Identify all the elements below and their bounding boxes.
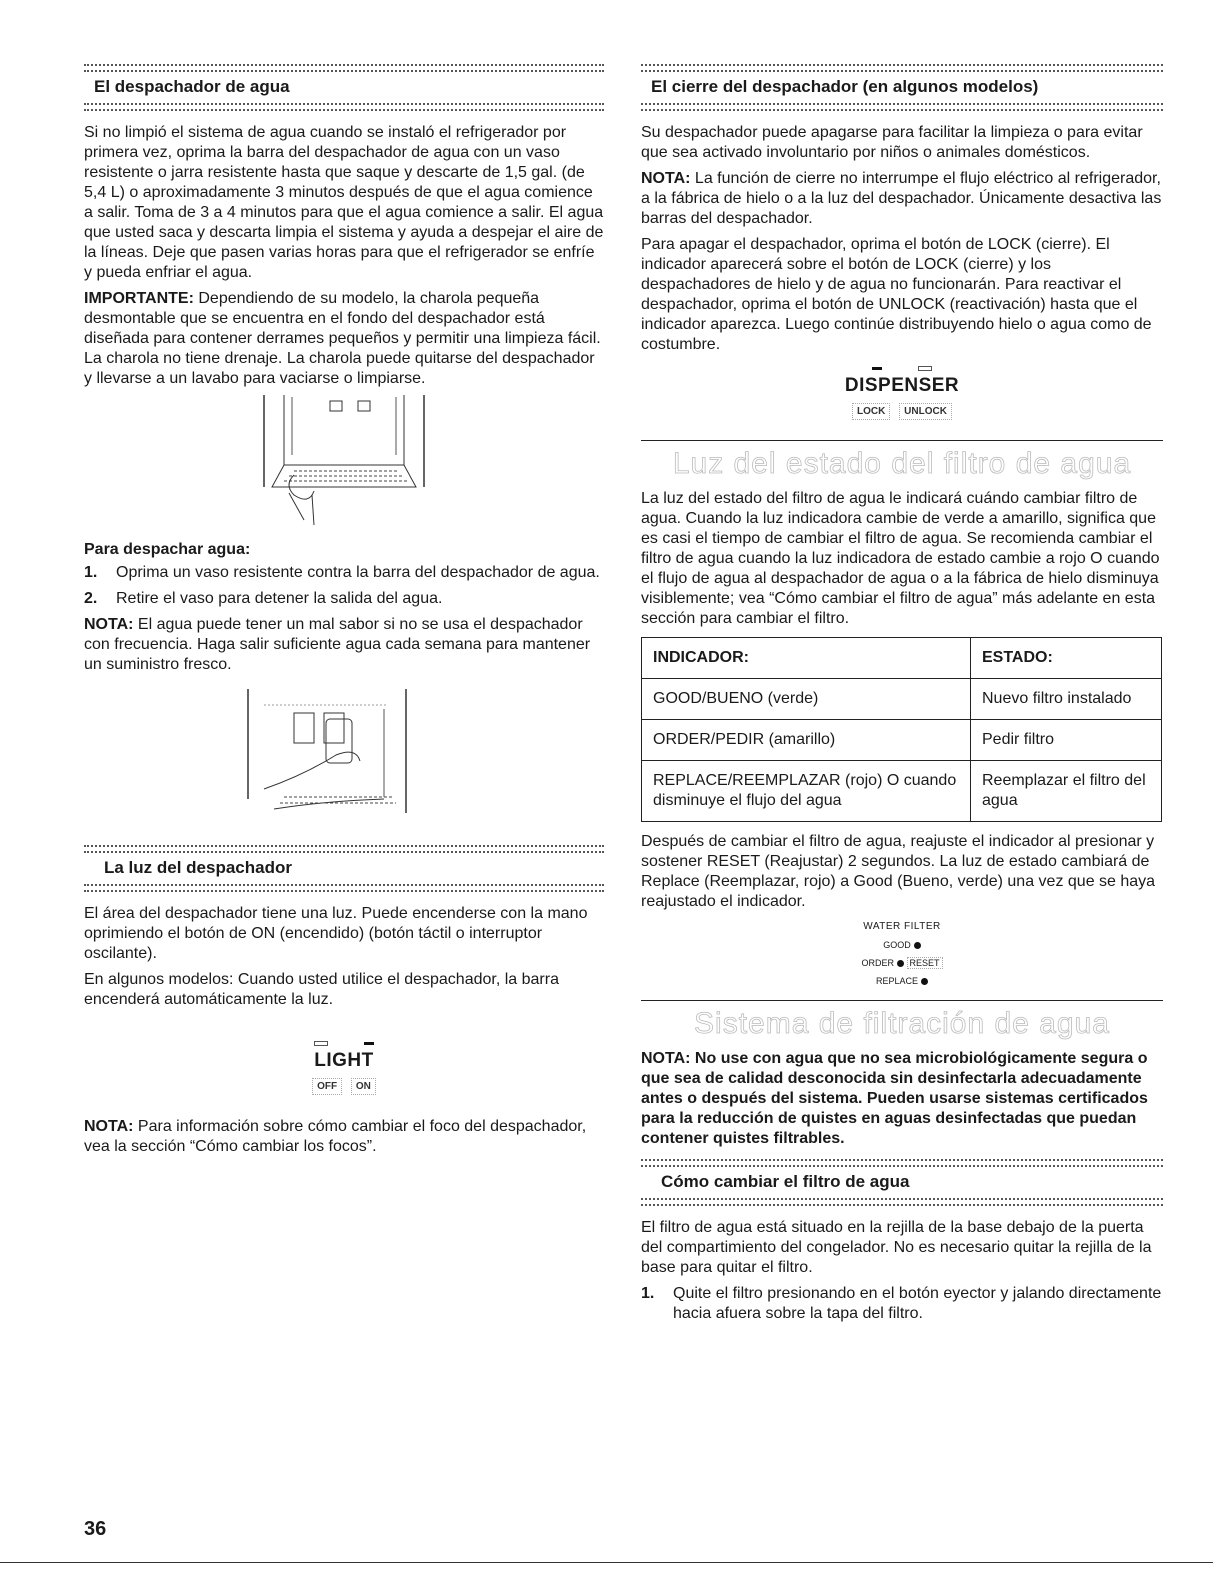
unlock-button[interactable]: UNLOCK (899, 403, 952, 420)
right-column (641, 64, 1163, 1330)
paragraph: Si no limpió el sistema de agua cuando se instaló el refrigerador por primera vez, oprima la barra del despachador de agua con un vaso resistente o jarra resistente hasta que saque y descarte de 1,5 gal. (de 5,4 L) o aproximadamente 3 minutos después de que el agua comience a salir. Toma de 3 a 4 minutos para que el agua comience a salir. El agua que usted saca y descarta limpia el sistema y ayuda a despejar el aire de la líneas. Deje que pasen varias horas para que el refrigerador se enfríe y pueda enfriar el agua. (84, 124, 604, 281)
left-column (84, 64, 604, 1163)
table-cell: Nuevo filtro instalado (971, 679, 1162, 720)
filter-status-table (641, 637, 1162, 822)
paragraph (84, 289, 604, 389)
important-label: IMPORTANTE: (84, 290, 194, 307)
section-title: Cómo cambiar el filtro de agua (661, 1172, 910, 1191)
note-text: El agua puede tener un mal sabor si no se usa el despachador con frecuencia. Haga salir suficiente agua cada semana para mantener un suministro fresco. (84, 616, 591, 673)
paragraph: En algunos modelos: Cuando usted utilice el despachador, la barra encenderá automáticamente la luz. (84, 971, 559, 1008)
section-rule (641, 1000, 1163, 1001)
dispenser-tray-illustration (254, 395, 434, 535)
section-title: Sistema de filtración de agua (694, 1007, 1110, 1040)
paragraph: Para apagar el despachador, oprima el botón de LOCK (cierre). El indicador aparecerá sobre el botón de LOCK (cierre) y los despachadores de hielo y de agua no funcionarán. Para reactivar el despachador, oprima el botón de UNLOCK (reactivación) hasta que el indicador aparezca. Luego continúe distribuyendo hielo o agua como de costumbre. (641, 236, 1152, 353)
status-dot-icon (914, 942, 921, 949)
dispenser-control-panel (641, 361, 1163, 420)
on-button[interactable]: ON (351, 1078, 376, 1095)
order-indicator (641, 954, 1163, 972)
panel-title: DISPENSER (844, 375, 960, 396)
column-header: ESTADO: (971, 638, 1162, 679)
table-row (642, 761, 1162, 822)
important-text: Dependiendo de su modelo, la charola pequeña desmontable que se encuentra en el fondo del despachador está diseñada para contener derrames pequeños y permitir una limpieza fácil. La charola no tiene drenaje. La charola puede quitarse del despachador y llevarse a un lavabo para vaciarse o limpiarse. (84, 290, 601, 387)
paragraph (84, 615, 604, 675)
note-text: La función de cierre no interrumpe el flujo eléctrico al refrigerador, a la fábrica de hielo o a la luz del despachador. Únicamente desactiva las barras del despachador. (641, 170, 1162, 227)
key-row (84, 1078, 604, 1095)
water-filter-panel (641, 918, 1163, 990)
table-row (642, 679, 1162, 720)
divider (84, 64, 604, 72)
step-number: 2. (84, 590, 98, 607)
light-control-panel (84, 1036, 604, 1095)
list-item (84, 589, 604, 609)
section-rule (641, 440, 1163, 441)
table-cell: GOOD/BUENO (verde) (642, 679, 971, 720)
paragraph: La luz del estado del filtro de agua le indicará cuándo cambiar filtro de agua. Cuando la luz indicadora cambie de verde a amarillo, significa que es casi el tiempo de cambiar el filtro de agua. Se recomienda cambiar el filtro de agua cuando la luz indicadora de estado cambie a rojo O cuando el flujo de agua al despachador de agua o a la fábrica de hielo disminuya visiblemente; vea “Cómo cambiar el filtro de agua” más adelante en esta sección para cambiar el filtro. (641, 490, 1160, 627)
paragraph (641, 169, 1163, 229)
bottom-rule (0, 1562, 1213, 1563)
step-number: 1. (84, 564, 98, 581)
subheading: Para despachar agua: (84, 541, 251, 558)
step-number: 1. (641, 1285, 655, 1302)
reset-button[interactable]: RESET (907, 957, 943, 969)
divider (641, 1159, 1163, 1167)
step-text: Oprima un vaso resistente contra la barra del despachador de agua. (116, 564, 600, 581)
section-title: El despachador de agua (94, 77, 290, 96)
section-change-filter (641, 1159, 1163, 1206)
divider (641, 64, 1163, 72)
bold-note: NOTA: No use con agua que no sea microbiológicamente segura o que sea de calidad desconocida sin desinfectarla adecuadamente antes o después del sistema. Pueden usarse sistemas certificados para la reducción de quistes en aguas desinfectadas que puedan contener quistes filtrables. (641, 1050, 1148, 1147)
paragraph: Su despachador puede apagarse para facilitar la limpieza o para evitar que sea activado involuntario por niños o animales domésticos. (641, 124, 1143, 161)
divider (84, 845, 604, 853)
indicator-lock-icon (872, 367, 882, 370)
glass-dispensing-illustration (244, 689, 444, 829)
off-button[interactable]: OFF (312, 1078, 342, 1095)
indicator-off-icon (314, 1041, 328, 1046)
note-text: Para información sobre cómo cambiar el foco del despachador, vea la sección “Cómo cambiar los focos”. (84, 1118, 587, 1155)
paragraph: El filtro de agua está situado en la rejilla de la base debajo de la puerta del compartimiento del congelador. No es necesario quitar la rejilla de la base para quitar el filtro. (641, 1219, 1152, 1276)
list-item (84, 563, 604, 583)
lock-button[interactable]: LOCK (852, 403, 890, 420)
indicator-unlock-icon (918, 366, 932, 371)
panel-title: WATER FILTER (863, 921, 941, 932)
good-indicator (641, 936, 1163, 954)
paragraph: El área del despachador tiene una luz. Puede encenderse con la mano oprimiendo el botón de ON (encendido) (botón táctil o interruptor oscilante). (84, 905, 588, 962)
key-row (641, 403, 1163, 420)
table-cell: Pedir filtro (971, 720, 1162, 761)
divider (84, 103, 604, 111)
indicator-row (84, 1036, 604, 1050)
column-header: INDICADOR: (642, 638, 971, 679)
status-dot-icon (897, 960, 904, 967)
section-dispenser-lock (641, 64, 1163, 111)
indicator-on-icon (364, 1042, 374, 1045)
divider (641, 103, 1163, 111)
note-label: NOTA: (84, 1118, 134, 1135)
steps-list (84, 563, 604, 609)
table-cell: ORDER/PEDIR (amarillo) (642, 720, 971, 761)
section-water-dispenser (84, 64, 604, 111)
note-label: NOTA: (641, 170, 691, 187)
indicator-label: ORDER (861, 958, 894, 968)
paragraph: Después de cambiar el filtro de agua, reajuste el indicador al presionar y sostener RESET (Reajustar) 2 segundos. La luz de estado cambiará de Replace (Reemplazar, rojo) a Good (Bueno, verde) una vez que se haya reajustado el indicador. (641, 833, 1156, 910)
section-title: La luz del despachador (104, 858, 292, 877)
section-title: Luz del estado del filtro de agua (672, 447, 1132, 480)
step-text: Quite el filtro presionando en el botón eyector y jalando directamente hacia afuera sobre la tapa del filtro. (673, 1285, 1162, 1322)
indicator-label: GOOD (883, 940, 911, 950)
table-header-row (642, 638, 1162, 679)
table-cell: REPLACE/REEMPLAZAR (rojo) O cuando disminuye el flujo del agua (642, 761, 971, 822)
paragraph (84, 1117, 604, 1157)
page-number: 36 (84, 1518, 107, 1540)
steps-list (641, 1284, 1163, 1324)
note-label: NOTA: (84, 616, 134, 633)
section-title: El cierre del despachador (en algunos modelos) (651, 77, 1039, 96)
step-text: Retire el vaso para detener la salida del agua. (116, 590, 443, 607)
section-dispenser-light (84, 845, 604, 892)
list-item (641, 1284, 1163, 1324)
panel-title: LIGHT (314, 1050, 374, 1071)
table-cell: Reemplazar el filtro del agua (971, 761, 1162, 822)
indicator-row (641, 361, 1163, 375)
divider (84, 884, 604, 892)
replace-indicator (641, 972, 1163, 990)
table-row (642, 720, 1162, 761)
status-dot-icon (921, 978, 928, 985)
divider (641, 1198, 1163, 1206)
indicator-label: REPLACE (875, 976, 919, 986)
